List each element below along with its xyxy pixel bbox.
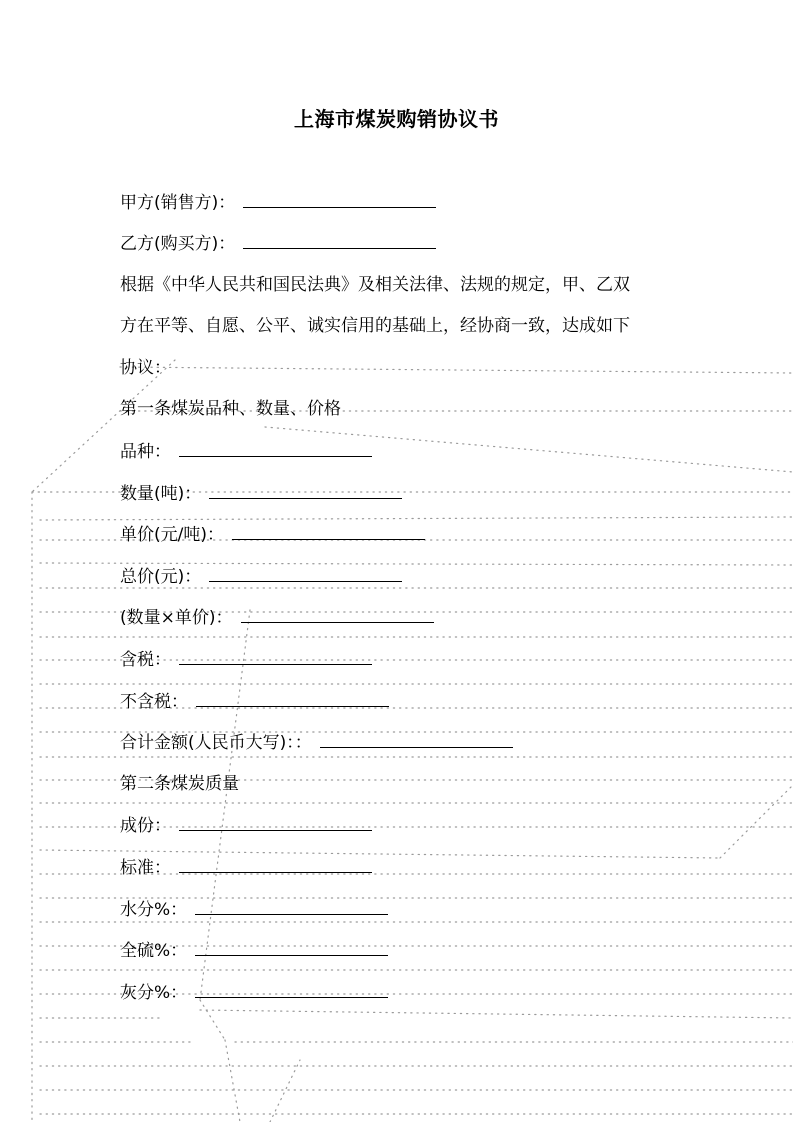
tax-excluded-row: [120, 688, 389, 715]
unit-price-blank[interactable]: [232, 521, 425, 540]
formula-label: (数量×单价)：: [120, 608, 233, 628]
tax-excluded-label: 不含税：: [120, 692, 188, 712]
ash-row: [120, 979, 388, 1006]
standard-row: [120, 854, 372, 881]
variety-blank[interactable]: [179, 438, 372, 457]
party-b-row: [120, 230, 436, 257]
unit-price-label: 单价(元/吨)：: [120, 525, 224, 545]
page-title: 上海市煤炭购销协议书: [294, 107, 499, 131]
article1-heading: 第一条煤炭品种、数量、价格: [120, 399, 341, 419]
quantity-blank[interactable]: [209, 480, 402, 499]
party-a-blank[interactable]: [243, 189, 436, 208]
total-amount-row: [120, 729, 513, 756]
moisture-blank[interactable]: [195, 896, 388, 915]
sulfur-label: 全硫%：: [120, 941, 188, 961]
total-price-blank[interactable]: [209, 563, 402, 582]
quantity-label: 数量(吨)：: [120, 484, 202, 504]
moisture-label: 水分%：: [120, 900, 188, 920]
standard-blank[interactable]: [179, 854, 372, 873]
intro-line-2: 方在平等、自愿、公平、诚实信用的基础上，经协商一致，达成如下: [120, 316, 630, 336]
tax-included-blank[interactable]: [179, 646, 372, 665]
quantity-row: [120, 480, 402, 507]
intro-line-1: 根据《中华人民共和国民法典》及相关法律、法规的规定，甲、乙双: [120, 275, 630, 295]
total-price-label: 总价(元)：: [120, 567, 202, 587]
sulfur-blank[interactable]: [195, 937, 388, 956]
party-b-blank[interactable]: [243, 230, 436, 249]
tax-excluded-blank[interactable]: [196, 688, 389, 707]
total-amount-label: 合计金额(人民币大写)：：: [120, 733, 312, 753]
standard-label: 标准：: [120, 858, 171, 878]
ash-blank[interactable]: [195, 979, 388, 998]
total-price-row: [120, 563, 402, 590]
composition-row: [120, 812, 372, 839]
formula-row: [120, 604, 434, 631]
party-a-row: [120, 189, 436, 216]
composition-label: 成份：: [120, 816, 171, 836]
moisture-row: [120, 896, 388, 923]
tax-included-label: 含税：: [120, 650, 171, 670]
composition-blank[interactable]: [179, 812, 372, 831]
article2-heading: 第二条煤炭质量: [120, 774, 239, 794]
party-a-label: 甲方(销售方)：: [120, 193, 236, 213]
variety-row: [120, 438, 372, 465]
intro-line-3: 协议：: [120, 358, 171, 378]
variety-label: 品种：: [120, 442, 171, 462]
formula-blank[interactable]: [241, 604, 434, 623]
party-b-label: 乙方(购买方)：: [120, 234, 236, 254]
tax-included-row: [120, 646, 372, 673]
unit-price-row: [120, 521, 425, 548]
total-amount-blank[interactable]: [320, 729, 513, 748]
sulfur-row: [120, 937, 388, 964]
ash-label: 灰分%：: [120, 983, 188, 1003]
